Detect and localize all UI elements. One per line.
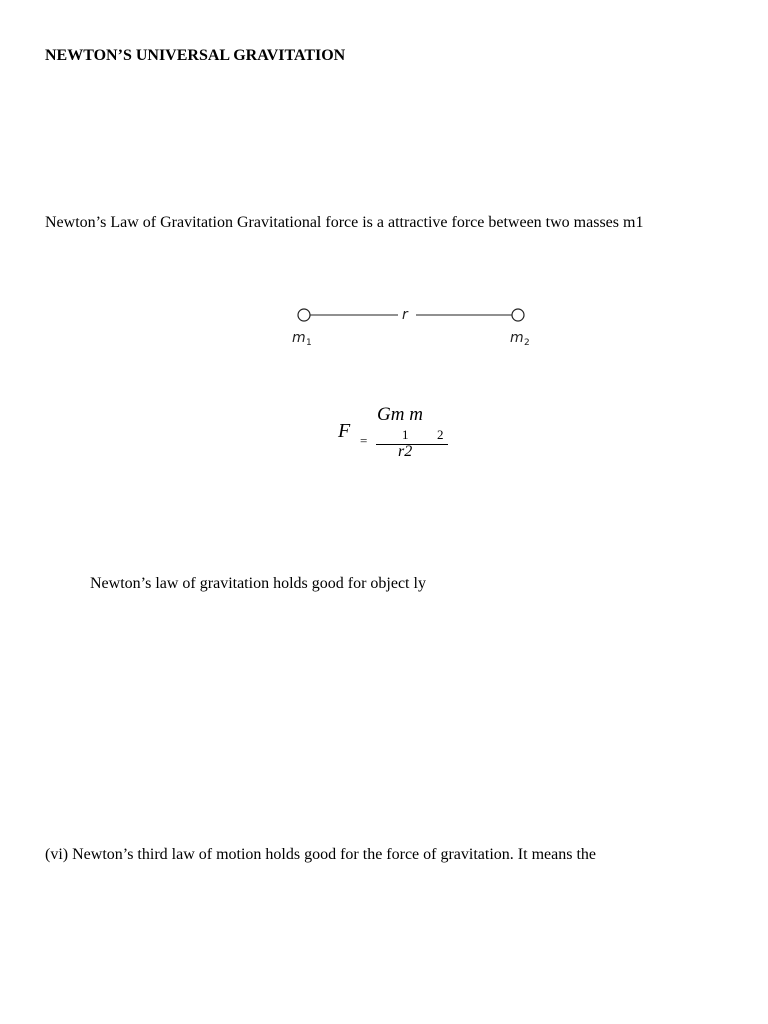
mass-1-label: m: [292, 330, 306, 346]
gravitation-formula: [330, 400, 460, 470]
formula-subscript-2: 2: [437, 427, 444, 442]
page-title: NEWTON’S UNIVERSAL GRAVITATION: [45, 47, 346, 64]
mass-2-subscript: 2: [524, 338, 530, 348]
two-mass-diagram-svg: [280, 300, 550, 350]
paragraph-law-of-gravitation: Newton’s Law of Gravitation Gravitational force is a attractive force between two masses m1: [45, 214, 644, 231]
paragraph-third-law: (vi) Newton’s third law of motion holds good for the force of gravitation. It means the: [45, 846, 596, 863]
mass-2-label: m: [510, 330, 524, 346]
formula-equals-sign: =: [360, 433, 368, 448]
mass-2-circle: [512, 309, 524, 321]
mass-1-subscript: 1: [306, 338, 312, 348]
paragraph-law-holds-good: Newton’s law of gravitation holds good for object ly: [90, 575, 426, 592]
formula-subscript-1: 1: [402, 427, 409, 442]
formula-force-symbol: F: [338, 420, 351, 442]
distance-label: r: [402, 307, 408, 323]
mass-1-circle: [298, 309, 310, 321]
formula-denominator: r2: [398, 443, 413, 460]
formula-numerator: Gm m: [377, 404, 423, 425]
two-mass-diagram: [280, 300, 550, 350]
